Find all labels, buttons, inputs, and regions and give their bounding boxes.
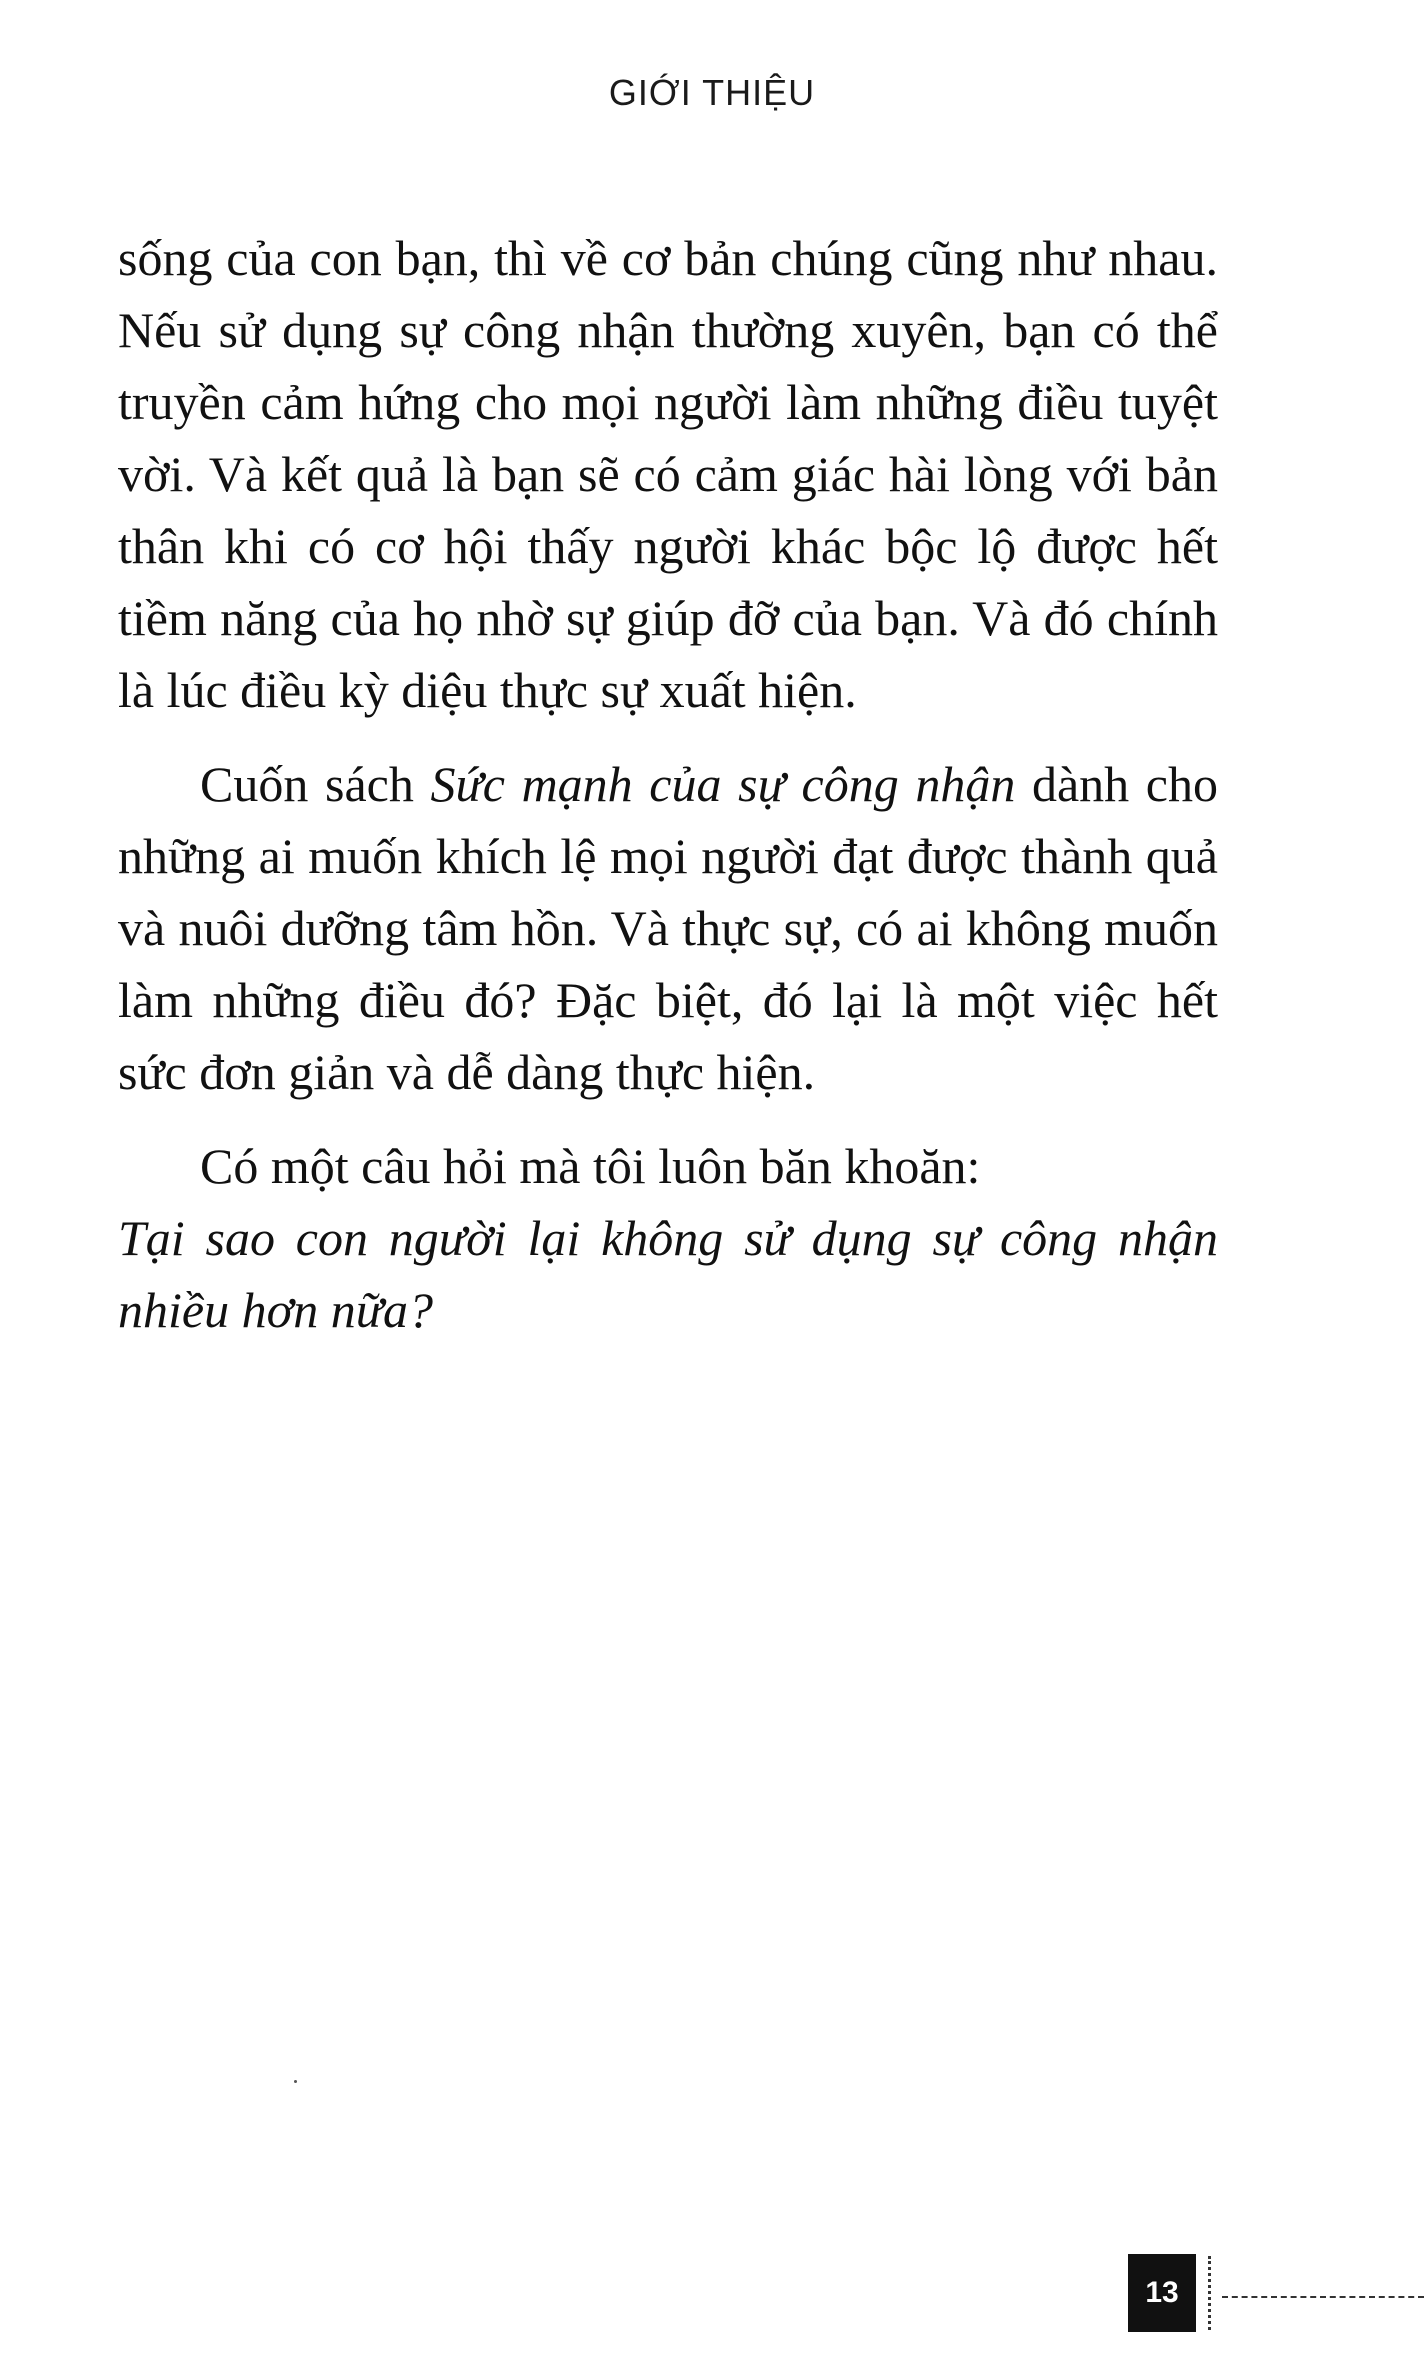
- print-speck: [294, 2080, 297, 2083]
- paragraph-2-lead: Cuốn sách: [200, 756, 431, 812]
- body-text: [118, 222, 1218, 1368]
- paragraph-3: [118, 1130, 1218, 1346]
- running-header: GIỚI THIỆU: [608, 72, 816, 113]
- paragraph-3-intro: Có một câu hỏi mà tôi luôn băn khoăn:: [200, 1138, 981, 1194]
- paragraph-2: [118, 748, 1218, 1108]
- paragraph-1: sống của con bạn, thì về cơ bản chúng cũng như nhau. Nếu sử dụng sự công nhận thường xuyên, bạn có thể truyền cảm hứng cho mọi người làm những điều tuyệt vời. Và kết quả là bạn sẽ có cảm giác hài lòng với bản thân khi có cơ hội thấy người khác bộc lộ được hết tiềm năng của họ nhờ sự giúp đỡ của bạn. Và đó chính là lúc điều kỳ diệu thực sự xuất hiện.: [118, 230, 1218, 718]
- folio-dotted-rule: [1208, 2256, 1211, 2330]
- folio-rule: [1222, 2296, 1424, 2298]
- page-number: 13: [1128, 2254, 1196, 2332]
- key-question: Tại sao con người lại không sử dụng sự công nhận nhiều hơn nữa?: [118, 1210, 1218, 1338]
- paragraph-2-rest: dành cho những ai muốn khích lệ mọi người đạt được thành quả và nuôi dưỡng tâm hồn. Và thực sự, có ai không muốn làm những điều đó? Đặc biệt, đó lại là một việc hết sức đơn giản và dễ dàng thực hiện.: [118, 756, 1218, 1100]
- book-title: Sức mạnh của sự công nhận: [430, 756, 1016, 812]
